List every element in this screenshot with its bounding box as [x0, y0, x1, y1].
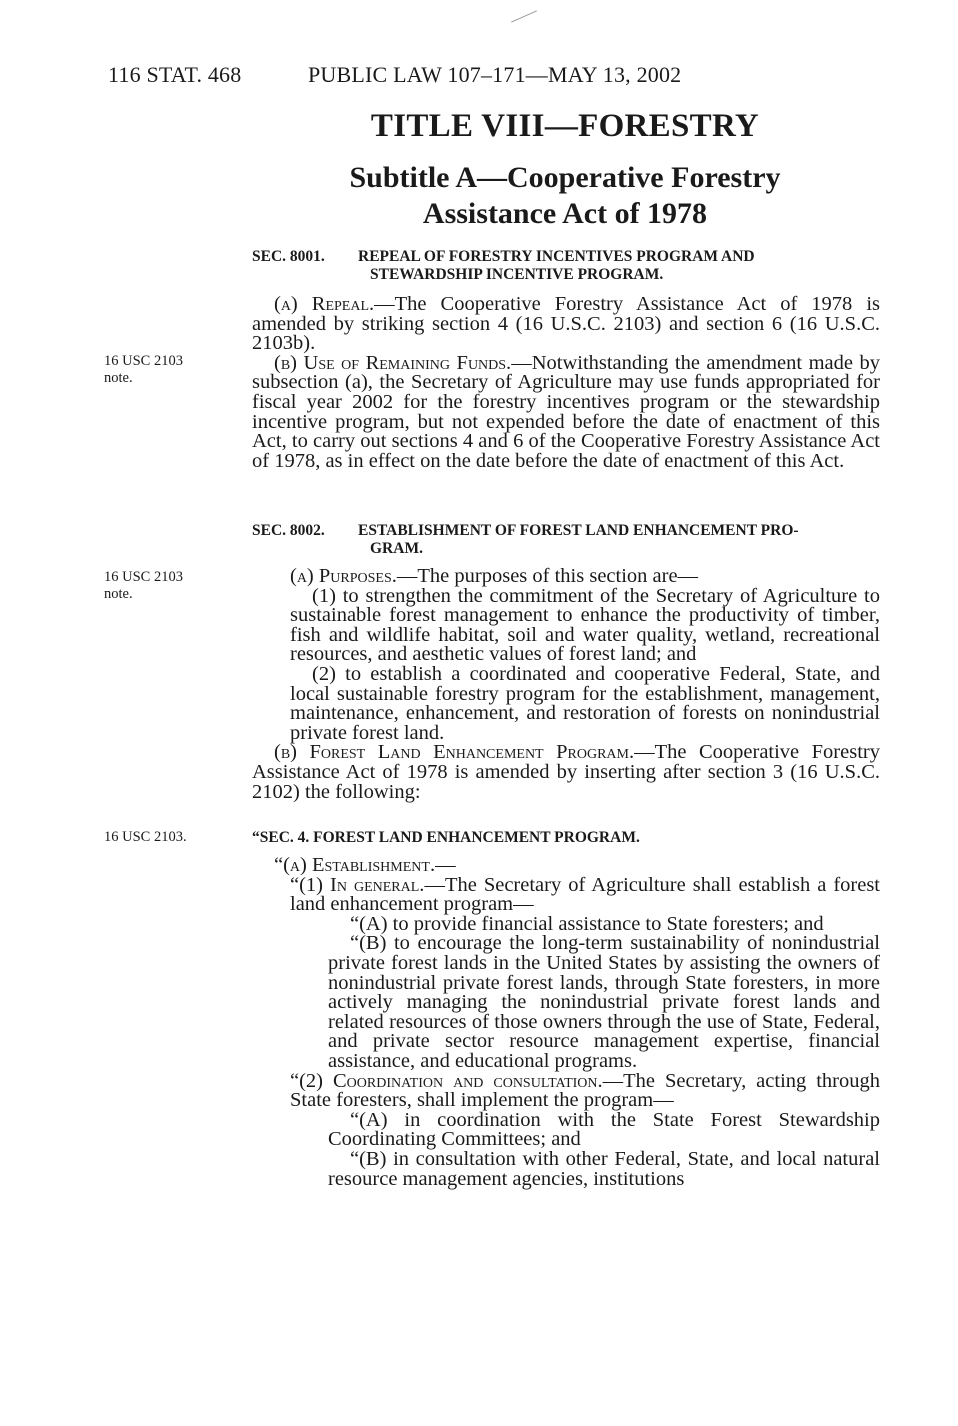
page-number: 116 STAT. 468 — [108, 62, 242, 87]
section-8001-subsection-a — [252, 295, 880, 354]
clause-b-2: “(B) in consultation with other Federal, State, and local natural resource management agencies, institutions — [328, 1147, 880, 1190]
section-8002-body — [252, 567, 880, 802]
coordination-label: “(2) Coordination and consultation. — [290, 1069, 603, 1092]
margin-note-2 — [104, 569, 234, 603]
establishment-dash: — — [435, 854, 456, 876]
in-general-paragraph — [252, 873, 881, 916]
subtitle-line-2: Assistance Act of 1978 — [422, 197, 708, 230]
running-head: PUBLIC LAW 107–171—MAY 13, 2002 — [308, 62, 682, 87]
section-8001-heading — [252, 248, 880, 284]
section-8002-heading-line-1: ESTABLISHMENT OF FOREST LAND ENHANCEMENT PRO- — [358, 522, 799, 539]
section-8002-subsection-a — [252, 567, 880, 587]
section-8001-body — [252, 295, 880, 471]
program-text: —The Cooperative Forestry Assistance Act of 1978 is amended by inserting after section 3 (16 U.S.C. 2102) the following: — [252, 741, 880, 803]
program-label: (b) Forest Land Enhancement Program. — [274, 741, 635, 764]
section-8001-subsection-b — [252, 351, 880, 472]
section-8001-number: SEC. 8001. — [252, 248, 325, 265]
scan-mark — [511, 10, 537, 22]
title-heading: TITLE VIII—FORESTRY — [370, 108, 760, 144]
section-8002-heading — [252, 522, 880, 558]
subsection-b-text: —Notwithstanding the amendment made by subsection (a), the Secretary of Agriculture may use funds appropriated for fiscal year 2002 for the forestry incentives program or the stewardship incentive program, but not expended before the date of enactment of this Act, to carry out sections 4 and 6 of the Cooperative Forestry Assistance Act of 1978, as in effect on the date before the date of enactment of this Act. — [252, 351, 880, 472]
in-general-text: —The Secretary of Agriculture shall establish a forest land enhancement program— — [290, 873, 881, 916]
section-8002-number: SEC. 8002. — [252, 522, 325, 539]
margin-note-1-line-1: 16 USC 2103 — [104, 353, 183, 369]
purposes-label: (a) Purposes. — [290, 565, 397, 587]
section-8001-heading-line-2: STEWARDSHIP INCENTIVE PROGRAM. — [370, 266, 664, 283]
margin-note-3: 16 USC 2103. — [104, 829, 187, 845]
subsection-b-label: (b) Use of Remaining Funds. — [274, 351, 512, 374]
clause-a-1: “(A) to provide financial assistance to State foresters; and — [350, 912, 824, 935]
coordination-text: —The Secretary, acting through State foresters, shall implement the program— — [290, 1069, 881, 1112]
section-8001-heading-line-1: REPEAL OF FORESTRY INCENTIVES PROGRAM AND — [358, 248, 755, 265]
subsection-a-label: (a) Repeal. — [274, 293, 375, 315]
margin-note-1-line-2: note. — [104, 370, 133, 386]
margin-note-2-line-1: 16 USC 2103 — [104, 569, 183, 585]
section-4-body — [252, 856, 880, 1189]
section-8002-heading-line-2: GRAM. — [370, 540, 423, 557]
margin-note-2-line-2: note. — [104, 586, 133, 602]
in-general-label: “(1) In general. — [290, 873, 425, 896]
section-4-heading: “SEC. 4. FOREST LAND ENHANCEMENT PROGRAM. — [252, 829, 640, 846]
subtitle-heading — [250, 160, 880, 232]
section-8002-subsection-b — [252, 743, 880, 802]
purpose-paragraph-1: (1) to strengthen the commitment of the Secretary of Agriculture to sustainable forest management to enhance the productivity of timber, fish and wildlife habitat, soil and water quality, wetland, recreational resources, and aesthetic values of forest land; and — [290, 584, 880, 666]
subtitle-line-1: Subtitle A—Cooperative Forestry — [349, 161, 781, 194]
subsection-a-text: —The Cooperative Forestry Assistance Act of 1978 is amended by striking section 4 (16 U.S.C. 2103) and section 6 (16 U.S.C. 2103b). — [252, 293, 880, 355]
coordination-paragraph — [252, 1069, 881, 1112]
establishment-label: “(a) Establishment. — [274, 854, 436, 876]
margin-note-1 — [104, 353, 234, 387]
purpose-paragraph-2: (2) to establish a coordinated and cooperative Federal, State, and local sustainable forestry program for the establishment, management, maintenance, enhancement, and restoration of forests on nonindustrial private forest land. — [290, 662, 880, 744]
purposes-text: —The purposes of this section are— — [396, 565, 699, 587]
clause-a-2: “(A) in coordination with the State Forest Stewardship Coordinating Committees; and — [328, 1108, 880, 1151]
clause-b-1: “(B) to encourage the long-term sustainability of nonindustrial private forest lands in the United States by assisting the owners of nonindustrial private forest lands, through State foresters, in more actively managing the nonindustrial private forest lands and related resources of those owners through the use of State, Federal, and private sector resource management expertise, financial assistance, and educational programs. — [328, 932, 880, 1072]
